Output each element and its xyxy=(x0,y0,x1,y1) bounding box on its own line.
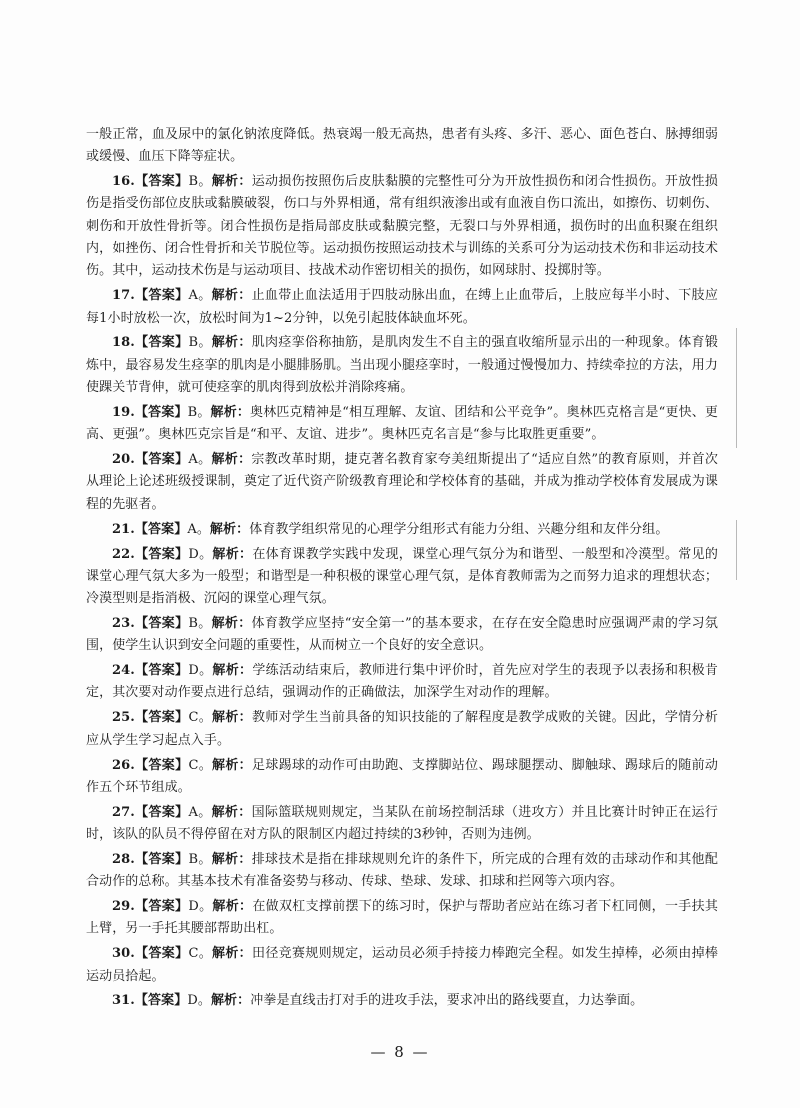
analysis-text: 在体育课教学实践中发现，课堂心理气氛分为和谐型、一般型和冷漠型。常见的课堂心理气氛大多为一般型；和谐型是一种积极的课堂心理气氛，是体育教师需为之而努力追求的理想状态；冷漠型则是指消极、沉闷的课堂心理气氛。 xyxy=(86,546,718,607)
analysis-label: 解析： xyxy=(212,757,252,773)
analysis-text: 国际篮联规则规定，当某队在前场控制活球（进攻方）并且比赛计时钟正在运行时，该队的队员不得停留在对方队的限制区内超过持续的3秒钟，否则为违例。 xyxy=(86,804,718,843)
answer-tag: 【答案】 xyxy=(134,546,189,562)
answer-letter: B。 xyxy=(188,335,212,351)
item-number: 22. xyxy=(112,546,135,562)
item-number: 21. xyxy=(112,521,135,537)
answer-item-16 xyxy=(86,171,718,282)
analysis-label: 解析： xyxy=(211,851,252,867)
answer-tag: 【答案】 xyxy=(134,174,189,190)
analysis-label: 解析： xyxy=(212,946,252,962)
scan-edge-mark xyxy=(736,520,737,580)
page-number: — 8 — xyxy=(370,1043,430,1061)
analysis-text: 肌肉痉挛俗称抽筋，是肌肉发生不自主的强直收缩所显示出的一种现象。体育锻炼中，最容易发生痉挛的肌肉是小腿腓肠肌。当出现小腿痉挛时，一般通过慢慢加力、持续牵拉的方法，用力使踝关节背伸，就可使痉挛的肌肉得到放松并消除疼痛。 xyxy=(86,335,718,396)
item-number: 26. xyxy=(112,757,135,773)
answer-letter: B。 xyxy=(188,174,212,190)
answer-item-27 xyxy=(86,802,718,847)
item-number: 30. xyxy=(112,946,135,962)
answer-item-19 xyxy=(86,402,718,447)
analysis-label: 解析： xyxy=(210,993,251,1009)
analysis-label: 解析： xyxy=(211,335,252,351)
answer-letter: B。 xyxy=(188,851,212,867)
item-number: 23. xyxy=(112,615,135,631)
analysis-label: 解析： xyxy=(209,521,250,537)
answer-letter: D。 xyxy=(188,663,213,679)
item-number: 19. xyxy=(112,404,135,420)
analysis-label: 解析： xyxy=(212,710,252,726)
answer-tag: 【答案】 xyxy=(134,452,189,468)
answer-item-30 xyxy=(86,943,718,988)
answer-item-20 xyxy=(86,449,718,516)
answer-letter: C。 xyxy=(188,946,213,962)
item-number: 20. xyxy=(112,452,135,468)
analysis-label: 解析： xyxy=(212,899,253,915)
analysis-text: 足球踢球的动作可由助跑、支撑脚站位、踢球腿摆动、脚触球、踢球后的随前动作五个环节组成。 xyxy=(86,757,718,795)
analysis-text: 宗教改革时期，捷克著名教育家夸美纽斯提出了“适应自然”的教育原则，并首次从理论上论述班级授课制，奠定了近代资产阶级教育理论和学校体育的基础，并成为推动学校体育发展成为课程的先驱者。 xyxy=(86,452,718,512)
answer-item-17 xyxy=(86,285,718,330)
analysis-text: 学练活动结束后，教师进行集中评价时，首先应对学生的表现予以表扬和积极肯定，其次要对动作要点进行总结，强调动作的正确做法，加深学生对动作的理解。 xyxy=(86,663,718,701)
answer-item-28 xyxy=(86,849,718,894)
item-number: 25. xyxy=(112,710,135,726)
continued-paragraph: 一般正常，血及尿中的氯化钠浓度降低。热衰竭一般无高热，患者有头疼、多汗、恶心、面色苍白、脉搏细弱或缓慢、血压下降等症状。 xyxy=(86,127,718,165)
answer-tag: 【答案】 xyxy=(134,521,188,537)
analysis-label: 解析： xyxy=(212,663,253,679)
analysis-text: 在做双杠支撑前摆下的练习时，保护与帮助者应站在练习者下杠同侧，一手扶其上臂，另一手托其腰部帮助出杠。 xyxy=(86,899,718,937)
analysis-label: 解析： xyxy=(210,404,251,420)
answer-tag: 【答案】 xyxy=(134,899,189,915)
answer-tag: 【答案】 xyxy=(134,335,189,351)
answer-tag: 【答案】 xyxy=(134,757,189,773)
analysis-text: 教师对学生当前具备的知识技能的了解程度是教学成败的关键。因此，学情分析应从学生学习起点入手。 xyxy=(86,710,718,748)
analysis-text: 运动损伤按照伤后皮肤黏膜的完整性可分为开放性损伤和闭合性损伤。开放性损伤是指受伤部位皮肤或黏膜破裂，伤口与外界相通，常有组织液渗出或有血液自伤口流出，如擦伤、切刺伤、刺伤和开放性骨折等。闭合性损伤是指局部皮肤或黏膜完整，无裂口与外界相通，损伤时的出血积聚在组织内，如挫伤、闭合性骨折和关节脱位等。运动损伤按照运动技术与训练的关系可分为运动技术伤和非运动技术伤。其中，运动技术伤是与运动项目、技战术动作密切相关的损伤，如网球肘、投掷肘等。 xyxy=(86,174,718,279)
answer-letter: D。 xyxy=(188,899,213,915)
answer-tag: 【答案】 xyxy=(134,615,189,631)
item-number: 18. xyxy=(112,335,135,351)
answer-tag: 【答案】 xyxy=(134,710,189,726)
item-number: 17. xyxy=(112,288,135,304)
answer-letter: A。 xyxy=(188,804,212,820)
answer-letter: D。 xyxy=(187,993,211,1009)
answer-letter: B。 xyxy=(188,615,212,631)
answer-item-22 xyxy=(86,544,718,611)
answer-item-29 xyxy=(86,896,718,941)
answer-item-21 xyxy=(86,519,718,541)
answer-tag: 【答案】 xyxy=(134,663,189,679)
answer-item-25 xyxy=(86,707,718,752)
item-number: 27. xyxy=(112,804,135,820)
analysis-label: 解析： xyxy=(212,546,253,562)
analysis-text: 体育教学应坚持“安全第一”的基本要求，在存在安全隐患时应强调严肃的学习氛围，使学生认识到安全问题的重要性，从而树立一个良好的安全意识。 xyxy=(86,615,718,654)
answer-tag: 【答案】 xyxy=(134,946,189,962)
item-number: 28. xyxy=(112,851,135,867)
answer-letter: C。 xyxy=(188,710,213,726)
item-number: 29. xyxy=(112,899,135,915)
answer-letter: D。 xyxy=(188,546,213,562)
answer-tag: 【答案】 xyxy=(134,804,189,820)
analysis-label: 解析： xyxy=(211,452,252,468)
answer-letter: C。 xyxy=(188,757,213,773)
answer-letter: A。 xyxy=(188,452,212,468)
answer-tag: 【答案】 xyxy=(134,851,189,867)
answer-item-24 xyxy=(86,660,718,705)
answer-letter: A。 xyxy=(188,288,212,304)
item-number: 24. xyxy=(112,663,135,679)
answer-tag: 【答案】 xyxy=(134,404,188,420)
answer-item-31 xyxy=(86,990,718,1012)
item-number: 31. xyxy=(112,993,135,1009)
answer-tag: 【答案】 xyxy=(134,993,188,1009)
answer-letter: A。 xyxy=(187,521,210,537)
answer-tag: 【答案】 xyxy=(134,288,189,304)
analysis-text: 排球技术是指在排球规则允许的条件下，所完成的合理有效的击球动作和其他配合动作的总称。其基本技术有准备姿势与移动、传球、垫球、发球、扣球和拦网等六项内容。 xyxy=(86,851,718,890)
analysis-label: 解析： xyxy=(211,288,252,304)
answer-letter: B。 xyxy=(187,404,211,420)
analysis-text: 奥林匹克精神是“相互理解、友谊、团结和公平竞争”。奥林匹克格言是“更快、更高、更强”。奥林匹克宗旨是“和平、友谊、进步”。奥林匹克名言是“参与比取胜更重要”。 xyxy=(86,404,718,443)
scan-edge-mark xyxy=(736,328,737,448)
analysis-text: 止血带止血法适用于四肢动脉出血，在缚上止血带后，上肢应每半小时、下肢应每1小时放松一次，放松时间为1~2分钟，以免引起肢体缺血坏死。 xyxy=(86,288,718,326)
analysis-text: 冲拳是直线击打对手的进攻手法，要求冲出的路线要直，力达拳面。 xyxy=(250,993,644,1009)
analysis-label: 解析： xyxy=(211,804,252,820)
answer-item-26 xyxy=(86,755,718,800)
analysis-label: 解析： xyxy=(211,174,252,190)
answer-item-18 xyxy=(86,332,718,399)
answer-explanations xyxy=(86,124,718,1015)
analysis-text: 体育教学组织常见的心理学分组形式有能力分组、兴趣分组和友伴分组。 xyxy=(249,521,669,537)
answer-item-23 xyxy=(86,613,718,658)
analysis-label: 解析： xyxy=(211,615,252,631)
item-number: 16. xyxy=(112,174,135,190)
analysis-text: 田径竞赛规则规定，运动员必须手持接力棒跑完全程。如发生掉棒，必须由掉棒运动员拾起。 xyxy=(86,946,718,984)
